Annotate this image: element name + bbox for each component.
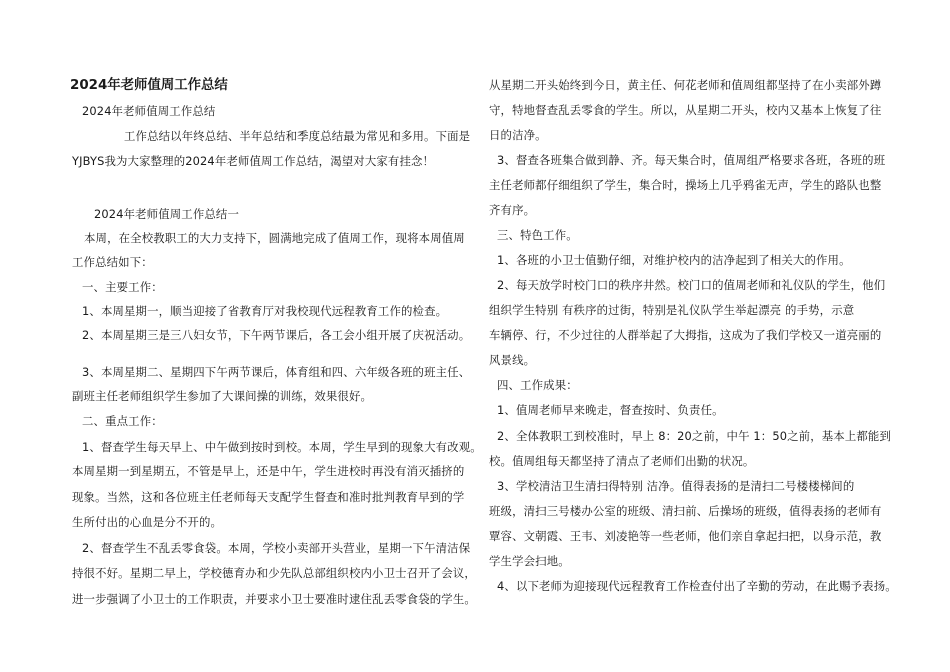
paragraph-line: 进一步强调了小卫士的工作职责，并要求小卫士要准时逮住乱丢零食袋的学生。 (72, 592, 476, 606)
paragraph-line: 4、以下老师为迎接现代远程教育工作检查付出了辛勤的劳动，在此赐予表扬。 (497, 579, 897, 593)
paragraph-line: 齐有序。 (489, 203, 536, 217)
paragraph-line: 副班主任老师组织学生参加了大课间操的训练，效果很好。 (72, 389, 373, 403)
paragraph-line: 1、督查学生每天早上、中午做到按时到校。本周，学生早到的现象大有改观。 (82, 440, 482, 454)
section-heading: 2024年老师值周工作总结一 (94, 207, 239, 221)
paragraph-line: 1、值周老师早来晚走，督查按时、负责任。 (497, 403, 724, 417)
paragraph-line: 从星期二开头始终到今日，黄主任、何花老师和值周组都坚持了在小卖部外蹲 (489, 78, 882, 92)
paragraph-line: 一、主要工作： (82, 280, 163, 294)
paragraph-line: 班级，清扫三号楼办公室的班级、清扫前、后操场的班级，值得表扬的老师有 (489, 504, 882, 518)
paragraph-line: 守，特地督查乱丢零食的学生。所以，从星期二开头，校内又基本上恢复了往 (489, 103, 882, 117)
paragraph-line: 1、本周星期一，顺当迎接了省教育厅对我校现代远程教育工作的检查。 (82, 304, 448, 318)
paragraph-line: 2、每天放学时校门口的秩序井然。校门口的值周老师和礼仪队的学生，他们 (497, 278, 886, 292)
paragraph-line: 二、重点工作： (82, 414, 163, 428)
paragraph-line: 2、全体教职工到校准时，早上 8：20之前，中午 1：50之前，基本上都能到 (497, 429, 892, 443)
paragraph-line: 本周星期一到星期五，不管是早上，还是中午，学生进校时再没有消灭插挤的 (72, 464, 465, 478)
paragraph-line: 3、本周星期二、星期四下午两节课后，体育组和四、六年级各班的班主任、 (82, 365, 471, 379)
paragraph-line: 校。值周组每天都坚持了清点了老师们出勤的状况。 (489, 454, 755, 468)
paragraph-line: 日的洁净。 (489, 128, 547, 142)
paragraph-line: 本周，在全校教职工的大力支持下，圆满地完成了值周工作，现将本周值周 (84, 231, 465, 245)
section-heading: 三、特色工作。 (497, 228, 578, 242)
paragraph-line: 2、本周星期三是三八妇女节，下午两节课后，各工会小组开展了庆祝活动。 (82, 328, 471, 342)
paragraph-line: 工作总结以年终总结、半年总结和季度总结最为常见和多用。下面是 (124, 129, 471, 143)
paragraph-line: YJBYS我为大家整理的2024年老师值周工作总结，渴望对大家有挂念！ (72, 154, 435, 168)
paragraph-line: 风景线。 (489, 353, 536, 367)
paragraph-line: 车辆停、行，不少过往的人群举起了大拇指，这成为了我们学校又一道亮丽的 (489, 328, 882, 342)
paragraph-line: 现象。当然，这和各位班主任老师每天支配学生督查和准时批判教育早到的学 (72, 490, 465, 504)
paragraph-line: 3、督查各班集合做到静、齐。每天集合时，值周组严格要求各班，各班的班 (497, 153, 886, 167)
section-heading: 四、工作成果： (497, 378, 578, 392)
paragraph-line: 1、各班的小卫士值勤仔细，对维护校内的洁净起到了相关大的作用。 (497, 253, 851, 267)
paragraph-line: 覃容、文朝霞、王韦、刘凌艳等一些老师，他们亲自拿起扫把，以身示范，教 (489, 529, 882, 543)
paragraph-line: 工作总结如下： (72, 255, 153, 269)
paragraph-line: 2、督查学生不乱丢零食袋。本周，学校小卖部开头营业，星期一下午清洁保 (82, 541, 471, 555)
paragraph-line: 学生学会扫地。 (489, 554, 570, 568)
paragraph-line: 3、学校清洁卫生清扫得特别 洁净。值得表扬的是清扫二号楼楼梯间的 (497, 479, 855, 493)
paragraph-line: 2024年老师值周工作总结 (82, 104, 216, 118)
paragraph-line: 生所付出的心血是分不开的。 (72, 515, 223, 529)
paragraph-line: 组织学生特别 有秩序的过街，特别是礼仪队学生举起漂亮 的手势，示意 (489, 303, 855, 317)
document-title: 2024年老师值周工作总结 (70, 78, 228, 93)
paragraph-line: 主任老师都仔细组织了学生，集合时，操场上几乎鸦雀无声，学生的路队也整 (489, 178, 882, 192)
paragraph-line: 持很不好。星期二早上，学校德育办和少先队总部组织校内小卫士召开了会议， (72, 566, 476, 580)
